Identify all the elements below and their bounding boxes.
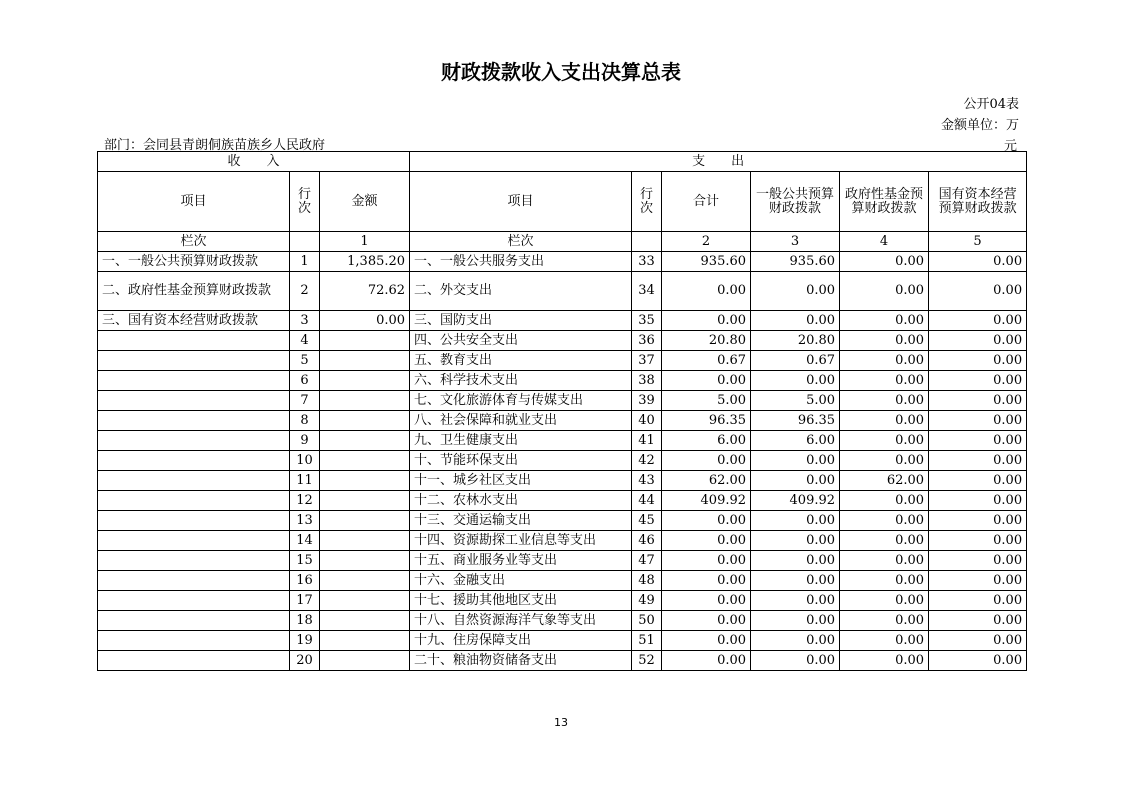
income-item <box>98 651 290 671</box>
total-value: 935.60 <box>662 252 751 272</box>
state-value: 0.00 <box>929 511 1027 531</box>
income-item <box>98 631 290 651</box>
income-line: 6 <box>290 371 320 391</box>
table-row <box>98 431 1027 451</box>
income-item <box>98 391 290 411</box>
general-value: 0.00 <box>751 471 840 491</box>
expense-line: 51 <box>632 631 662 651</box>
income-amount <box>320 371 410 391</box>
income-line: 2 <box>290 272 320 311</box>
state-value: 0.00 <box>929 351 1027 371</box>
header-fund: 政府性基金预算财政拨款 <box>840 172 929 232</box>
income-line: 19 <box>290 631 320 651</box>
table-code: 公开04表 <box>963 97 1019 112</box>
fund-value: 0.00 <box>840 651 929 671</box>
expense-line: 39 <box>632 391 662 411</box>
expense-line: 34 <box>632 272 662 311</box>
column-header-row <box>98 172 1027 232</box>
income-line: 1 <box>290 252 320 272</box>
total-value: 6.00 <box>662 431 751 451</box>
income-item <box>98 531 290 551</box>
expense-item: 十八、自然资源海洋气象等支出 <box>410 611 632 631</box>
expense-line: 41 <box>632 431 662 451</box>
income-item <box>98 411 290 431</box>
page-title: 财政拨款收入支出决算总表 <box>441 60 681 84</box>
state-value: 0.00 <box>929 591 1027 611</box>
general-value: 0.00 <box>751 631 840 651</box>
state-value: 0.00 <box>929 371 1027 391</box>
income-line: 3 <box>290 311 320 331</box>
income-amount <box>320 511 410 531</box>
general-value: 0.00 <box>751 371 840 391</box>
table-row <box>98 611 1027 631</box>
table-row <box>98 331 1027 351</box>
header-income-line: 行次 <box>290 172 320 232</box>
income-item: 二、政府性基金预算财政拨款 <box>98 272 290 311</box>
page-number: 13 <box>554 716 568 729</box>
table-row <box>98 272 1027 311</box>
state-value: 0.00 <box>929 611 1027 631</box>
header-income-item: 项目 <box>98 172 290 232</box>
header-expense-item: 项目 <box>410 172 632 232</box>
general-value: 0.00 <box>751 511 840 531</box>
header-total: 合计 <box>662 172 751 232</box>
income-amount <box>320 331 410 351</box>
income-item <box>98 371 290 391</box>
expense-item: 二十、粮油物资储备支出 <box>410 651 632 671</box>
income-item <box>98 491 290 511</box>
expense-line: 43 <box>632 471 662 491</box>
expense-item: 七、文化旅游体育与传媒支出 <box>410 391 632 411</box>
income-line: 18 <box>290 611 320 631</box>
general-value: 0.00 <box>751 591 840 611</box>
table-row <box>98 252 1027 272</box>
expense-line: 33 <box>632 252 662 272</box>
col-label-fund: 4 <box>840 232 929 252</box>
state-value: 0.00 <box>929 431 1027 451</box>
expense-item: 九、卫生健康支出 <box>410 431 632 451</box>
expense-line: 45 <box>632 511 662 531</box>
income-line: 13 <box>290 511 320 531</box>
income-amount <box>320 351 410 371</box>
expense-item: 二、外交支出 <box>410 272 632 311</box>
fund-value: 0.00 <box>840 351 929 371</box>
state-value: 0.00 <box>929 631 1027 651</box>
section-expense: 支 出 <box>410 152 1027 172</box>
income-item <box>98 551 290 571</box>
state-value: 0.00 <box>929 571 1027 591</box>
fund-value: 0.00 <box>840 272 929 311</box>
expense-line: 50 <box>632 611 662 631</box>
general-value: 0.00 <box>751 451 840 471</box>
expense-line: 48 <box>632 571 662 591</box>
fund-value: 0.00 <box>840 411 929 431</box>
income-item <box>98 611 290 631</box>
col-label-amount: 1 <box>320 232 410 252</box>
total-value: 0.00 <box>662 591 751 611</box>
general-value: 6.00 <box>751 431 840 451</box>
income-line: 17 <box>290 591 320 611</box>
expense-line: 52 <box>632 651 662 671</box>
general-value: 409.92 <box>751 491 840 511</box>
income-amount <box>320 471 410 491</box>
table-row <box>98 311 1027 331</box>
expense-item: 四、公共安全支出 <box>410 331 632 351</box>
expense-line: 47 <box>632 551 662 571</box>
income-item: 三、国有资本经营财政拨款 <box>98 311 290 331</box>
col-label-state: 5 <box>929 232 1027 252</box>
income-amount <box>320 391 410 411</box>
income-amount <box>320 591 410 611</box>
income-item <box>98 591 290 611</box>
fund-value: 0.00 <box>840 252 929 272</box>
col-label-general: 3 <box>751 232 840 252</box>
state-value: 0.00 <box>929 491 1027 511</box>
total-value: 0.00 <box>662 571 751 591</box>
header-state: 国有资本经营预算财政拨款 <box>929 172 1027 232</box>
total-value: 0.00 <box>662 272 751 311</box>
table-row <box>98 351 1027 371</box>
income-line: 16 <box>290 571 320 591</box>
expense-line: 35 <box>632 311 662 331</box>
general-value: 5.00 <box>751 391 840 411</box>
fund-value: 0.00 <box>840 531 929 551</box>
general-value: 0.00 <box>751 551 840 571</box>
fund-value: 0.00 <box>840 551 929 571</box>
expense-item: 十一、城乡社区支出 <box>410 471 632 491</box>
total-value: 0.00 <box>662 371 751 391</box>
state-value: 0.00 <box>929 651 1027 671</box>
expense-item: 十六、金融支出 <box>410 571 632 591</box>
expense-item: 十五、商业服务业等支出 <box>410 551 632 571</box>
income-amount <box>320 611 410 631</box>
table-row <box>98 551 1027 571</box>
unit-label: 金额单位：万 <box>940 118 1019 133</box>
total-value: 0.00 <box>662 651 751 671</box>
total-value: 96.35 <box>662 411 751 431</box>
expense-line: 37 <box>632 351 662 371</box>
state-value: 0.00 <box>929 451 1027 471</box>
fund-value: 0.00 <box>840 331 929 351</box>
income-line: 15 <box>290 551 320 571</box>
fund-value: 0.00 <box>840 611 929 631</box>
state-value: 0.00 <box>929 252 1027 272</box>
total-value: 0.00 <box>662 631 751 651</box>
income-line: 20 <box>290 651 320 671</box>
income-item <box>98 431 290 451</box>
table-row <box>98 411 1027 431</box>
state-value: 0.00 <box>929 311 1027 331</box>
col-label-empty <box>632 232 662 252</box>
table-row <box>98 571 1027 591</box>
table-row <box>98 391 1027 411</box>
income-line: 11 <box>290 471 320 491</box>
expense-item: 十三、交通运输支出 <box>410 511 632 531</box>
total-value: 0.00 <box>662 611 751 631</box>
expense-item: 六、科学技术支出 <box>410 371 632 391</box>
income-line: 9 <box>290 431 320 451</box>
expense-item: 十九、住房保障支出 <box>410 631 632 651</box>
income-amount <box>320 631 410 651</box>
total-value: 62.00 <box>662 471 751 491</box>
fund-value: 0.00 <box>840 491 929 511</box>
table-row <box>98 371 1027 391</box>
expense-item: 十二、农林水支出 <box>410 491 632 511</box>
general-value: 0.00 <box>751 571 840 591</box>
general-value: 20.80 <box>751 331 840 351</box>
total-value: 409.92 <box>662 491 751 511</box>
fund-value: 0.00 <box>840 591 929 611</box>
income-amount <box>320 571 410 591</box>
total-value: 0.00 <box>662 311 751 331</box>
income-item: 一、一般公共预算财政拨款 <box>98 252 290 272</box>
income-item <box>98 511 290 531</box>
fund-value: 0.00 <box>840 391 929 411</box>
fund-value: 0.00 <box>840 631 929 651</box>
income-line: 8 <box>290 411 320 431</box>
income-item <box>98 331 290 351</box>
state-value: 0.00 <box>929 411 1027 431</box>
expense-item: 十四、资源勘探工业信息等支出 <box>410 531 632 551</box>
expense-line: 38 <box>632 371 662 391</box>
fund-value: 0.00 <box>840 371 929 391</box>
income-amount <box>320 411 410 431</box>
state-value: 0.00 <box>929 551 1027 571</box>
income-item <box>98 571 290 591</box>
general-value: 0.00 <box>751 311 840 331</box>
income-amount: 72.62 <box>320 272 410 311</box>
total-value: 0.67 <box>662 351 751 371</box>
unit-suffix: 元 <box>1003 139 1017 154</box>
table-row <box>98 591 1027 611</box>
fund-value: 0.00 <box>840 571 929 591</box>
expense-item: 三、国防支出 <box>410 311 632 331</box>
table-row <box>98 451 1027 471</box>
expense-line: 36 <box>632 331 662 351</box>
general-value: 0.00 <box>751 611 840 631</box>
total-value: 0.00 <box>662 531 751 551</box>
income-amount <box>320 651 410 671</box>
total-value: 0.00 <box>662 451 751 471</box>
income-amount: 1,385.20 <box>320 252 410 272</box>
income-amount <box>320 451 410 471</box>
expense-item: 十七、援助其他地区支出 <box>410 591 632 611</box>
table-row <box>98 651 1027 671</box>
department-label: 部门：会同县青朗侗族苗族乡人民政府 <box>104 138 326 153</box>
general-value: 0.00 <box>751 272 840 311</box>
general-value: 96.35 <box>751 411 840 431</box>
general-value: 0.00 <box>751 651 840 671</box>
fund-value: 0.00 <box>840 511 929 531</box>
col-label-expense: 栏次 <box>410 232 632 252</box>
general-value: 0.67 <box>751 351 840 371</box>
income-line: 5 <box>290 351 320 371</box>
general-value: 0.00 <box>751 531 840 551</box>
income-line: 10 <box>290 451 320 471</box>
state-value: 0.00 <box>929 391 1027 411</box>
section-income: 收 入 <box>98 152 410 172</box>
expense-item: 八、社会保障和就业支出 <box>410 411 632 431</box>
general-value: 935.60 <box>751 252 840 272</box>
income-amount: 0.00 <box>320 311 410 331</box>
table-row <box>98 511 1027 531</box>
income-amount <box>320 531 410 551</box>
expense-item: 十、节能环保支出 <box>410 451 632 471</box>
financial-table <box>97 151 1027 671</box>
header-general: 一般公共预算财政拨款 <box>751 172 840 232</box>
income-amount <box>320 491 410 511</box>
expense-line: 44 <box>632 491 662 511</box>
expense-item: 一、一般公共服务支出 <box>410 252 632 272</box>
column-number-row <box>98 232 1027 252</box>
total-value: 0.00 <box>662 551 751 571</box>
income-item <box>98 451 290 471</box>
expense-line: 49 <box>632 591 662 611</box>
table-row <box>98 531 1027 551</box>
income-line: 12 <box>290 491 320 511</box>
income-amount <box>320 551 410 571</box>
col-label-total: 2 <box>662 232 751 252</box>
expense-line: 42 <box>632 451 662 471</box>
col-label-income: 栏次 <box>98 232 290 252</box>
table-row <box>98 631 1027 651</box>
col-label-empty <box>290 232 320 252</box>
income-amount <box>320 431 410 451</box>
income-line: 14 <box>290 531 320 551</box>
state-value: 0.00 <box>929 471 1027 491</box>
income-item <box>98 351 290 371</box>
fund-value: 0.00 <box>840 431 929 451</box>
table-row <box>98 491 1027 511</box>
section-header-row <box>98 152 1027 172</box>
expense-line: 40 <box>632 411 662 431</box>
header-amount: 金额 <box>320 172 410 232</box>
expense-item: 五、教育支出 <box>410 351 632 371</box>
income-item <box>98 471 290 491</box>
total-value: 20.80 <box>662 331 751 351</box>
state-value: 0.00 <box>929 531 1027 551</box>
state-value: 0.00 <box>929 331 1027 351</box>
fund-value: 0.00 <box>840 311 929 331</box>
total-value: 0.00 <box>662 511 751 531</box>
fund-value: 0.00 <box>840 451 929 471</box>
income-line: 4 <box>290 331 320 351</box>
state-value: 0.00 <box>929 272 1027 311</box>
expense-line: 46 <box>632 531 662 551</box>
fund-value: 62.00 <box>840 471 929 491</box>
total-value: 5.00 <box>662 391 751 411</box>
table-row <box>98 471 1027 491</box>
income-line: 7 <box>290 391 320 411</box>
header-expense-line: 行次 <box>632 172 662 232</box>
